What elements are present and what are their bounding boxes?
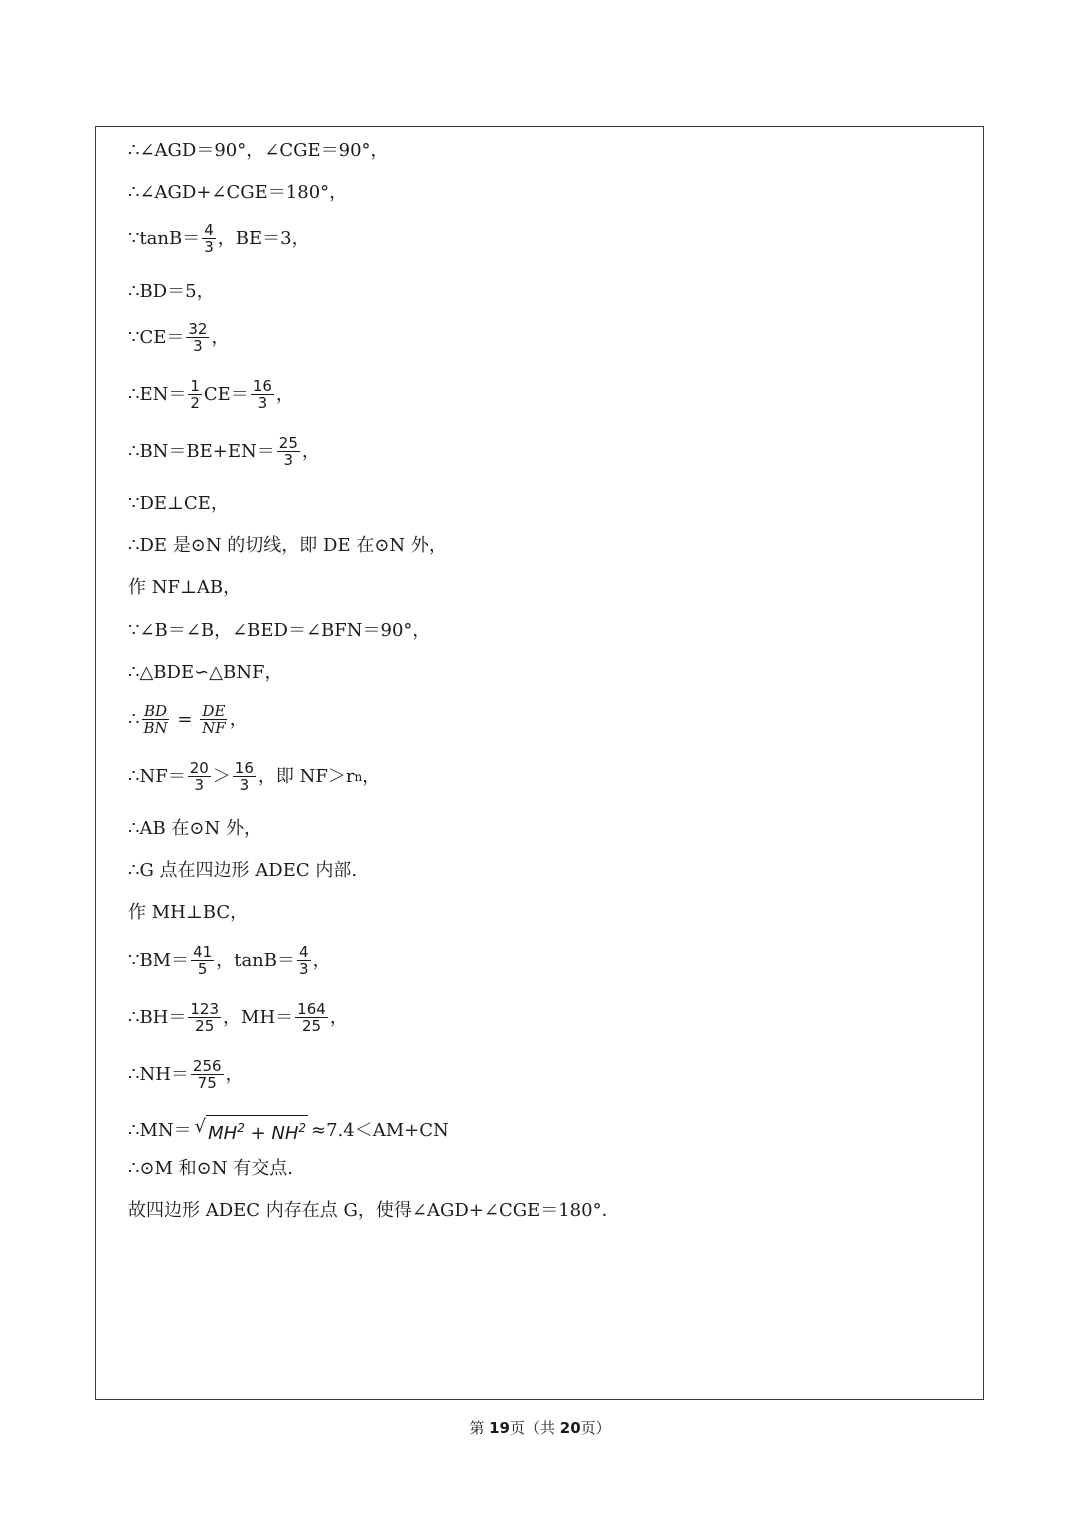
step-text: = [171, 708, 199, 730]
step-text: 作 MH⊥BC， [128, 902, 249, 923]
step-text: ， [225, 1063, 244, 1085]
step-text: ∴NF＝ [128, 765, 186, 787]
step-text: ∵∠B＝∠B，∠BED＝∠BFN＝90°， [128, 620, 431, 641]
radical-sign: √ [194, 1116, 207, 1137]
step-text: ， [329, 1006, 348, 1028]
step-text: ∴BD＝5， [128, 281, 215, 302]
fraction: $\frac{123}{25}$ [190, 1000, 220, 1035]
step-line [128, 181, 347, 205]
step-line [128, 435, 320, 468]
step-line [128, 944, 331, 977]
step-line [128, 1115, 449, 1146]
fraction: $\frac{41}{5}$ [193, 943, 213, 978]
step-text: ∴BN＝BE+EN＝ [128, 440, 275, 462]
step-line [128, 492, 229, 516]
step-text: ∴△BDE∽△BNF， [128, 662, 283, 683]
step-text: 作 NF⊥AB， [128, 577, 242, 598]
step-text: ∴ [128, 708, 140, 730]
fraction: $\frac{4}{3}$ [204, 221, 214, 256]
step-text: ∴EN＝ [128, 383, 187, 405]
step-line [128, 139, 389, 163]
step-text: ∴NH＝ [128, 1063, 189, 1085]
step-line [128, 901, 248, 925]
fraction: $\frac{16}{3}$ [234, 759, 254, 794]
step-text: ∴MN＝ [128, 1119, 192, 1141]
page-footer: 第 19页（共 20页） [469, 1419, 611, 1437]
step-text: ∴∠AGD＝90°，∠CGE＝90°， [128, 140, 389, 161]
step-line [128, 1199, 620, 1223]
fraction: $\frac{164}{25}$ [297, 1000, 326, 1035]
step-text: ∴⊙M 和⊙N 有交点. [128, 1158, 293, 1179]
step-text: ≈7.4＜AM+CN [311, 1119, 449, 1141]
radicand: $MH^2 + NH^2$ [206, 1115, 308, 1146]
step-line [128, 1058, 244, 1091]
step-line [128, 1001, 348, 1034]
step-text: ， [275, 383, 294, 405]
step-line [128, 661, 283, 685]
fraction: $\frac{256}{75}$ [192, 1057, 222, 1092]
conclusion-text: 故四边形 ADEC 内存在点 G，使得∠AGD+∠CGE＝180°． [128, 1200, 620, 1221]
step-line [128, 619, 430, 643]
step-text: ， [362, 765, 381, 787]
step-line [128, 534, 447, 558]
fraction: $\frac{4}{3}$ [299, 943, 309, 978]
step-line [128, 321, 229, 354]
step-text: ∴AB 在⊙N 外， [128, 818, 262, 839]
step-text: ，BE＝3， [217, 227, 310, 249]
step-text: ∴BH＝ [128, 1006, 187, 1028]
step-line [128, 817, 262, 841]
step-text: ， [312, 949, 331, 971]
step-text: ∵tanB＝ [128, 227, 201, 249]
step-text: ∴∠AGD+∠CGE＝180°， [128, 182, 348, 203]
step-line [128, 576, 241, 600]
step-line [128, 859, 357, 883]
step-line [128, 703, 248, 736]
fraction: $\frac{32}{3}$ [188, 320, 208, 355]
step-text: ∴DE 是⊙N 的切线，即 DE 在⊙N 外， [128, 535, 447, 556]
step-text: ，即 NF＞r [257, 765, 355, 787]
step-text: ∵DE⊥CE， [128, 493, 229, 514]
total-pages: 20 [559, 1419, 581, 1437]
fraction: $\frac{BD}{BN}$ [143, 702, 168, 737]
step-line [128, 1157, 293, 1181]
step-text: ∵CE＝ [128, 326, 185, 348]
step-text: ， [229, 708, 248, 730]
step-line [128, 222, 310, 255]
step-line [128, 280, 215, 304]
step-text: ， [301, 440, 320, 462]
step-text: CE＝ [203, 383, 249, 405]
fraction: $\frac{16}{3}$ [252, 377, 272, 412]
fraction: $\frac{20}{3}$ [189, 759, 209, 794]
fraction: $\frac{DE}{NF}$ [202, 702, 226, 737]
square-root [195, 1115, 308, 1146]
fraction: $\frac{25}{3}$ [278, 434, 298, 469]
step-line [128, 760, 380, 793]
step-text: ＞ [212, 765, 231, 787]
step-text: ，MH＝ [223, 1006, 294, 1028]
step-text: ， [211, 326, 230, 348]
step-text: ，tanB＝ [216, 949, 296, 971]
subscript: n [354, 769, 363, 784]
fraction: $\frac{1}{2}$ [190, 377, 200, 412]
step-line [128, 378, 294, 411]
step-text: ∵BM＝ [128, 949, 190, 971]
page-number: 19 [489, 1419, 510, 1437]
step-text: ∴G 点在四边形 ADEC 内部. [128, 860, 358, 881]
